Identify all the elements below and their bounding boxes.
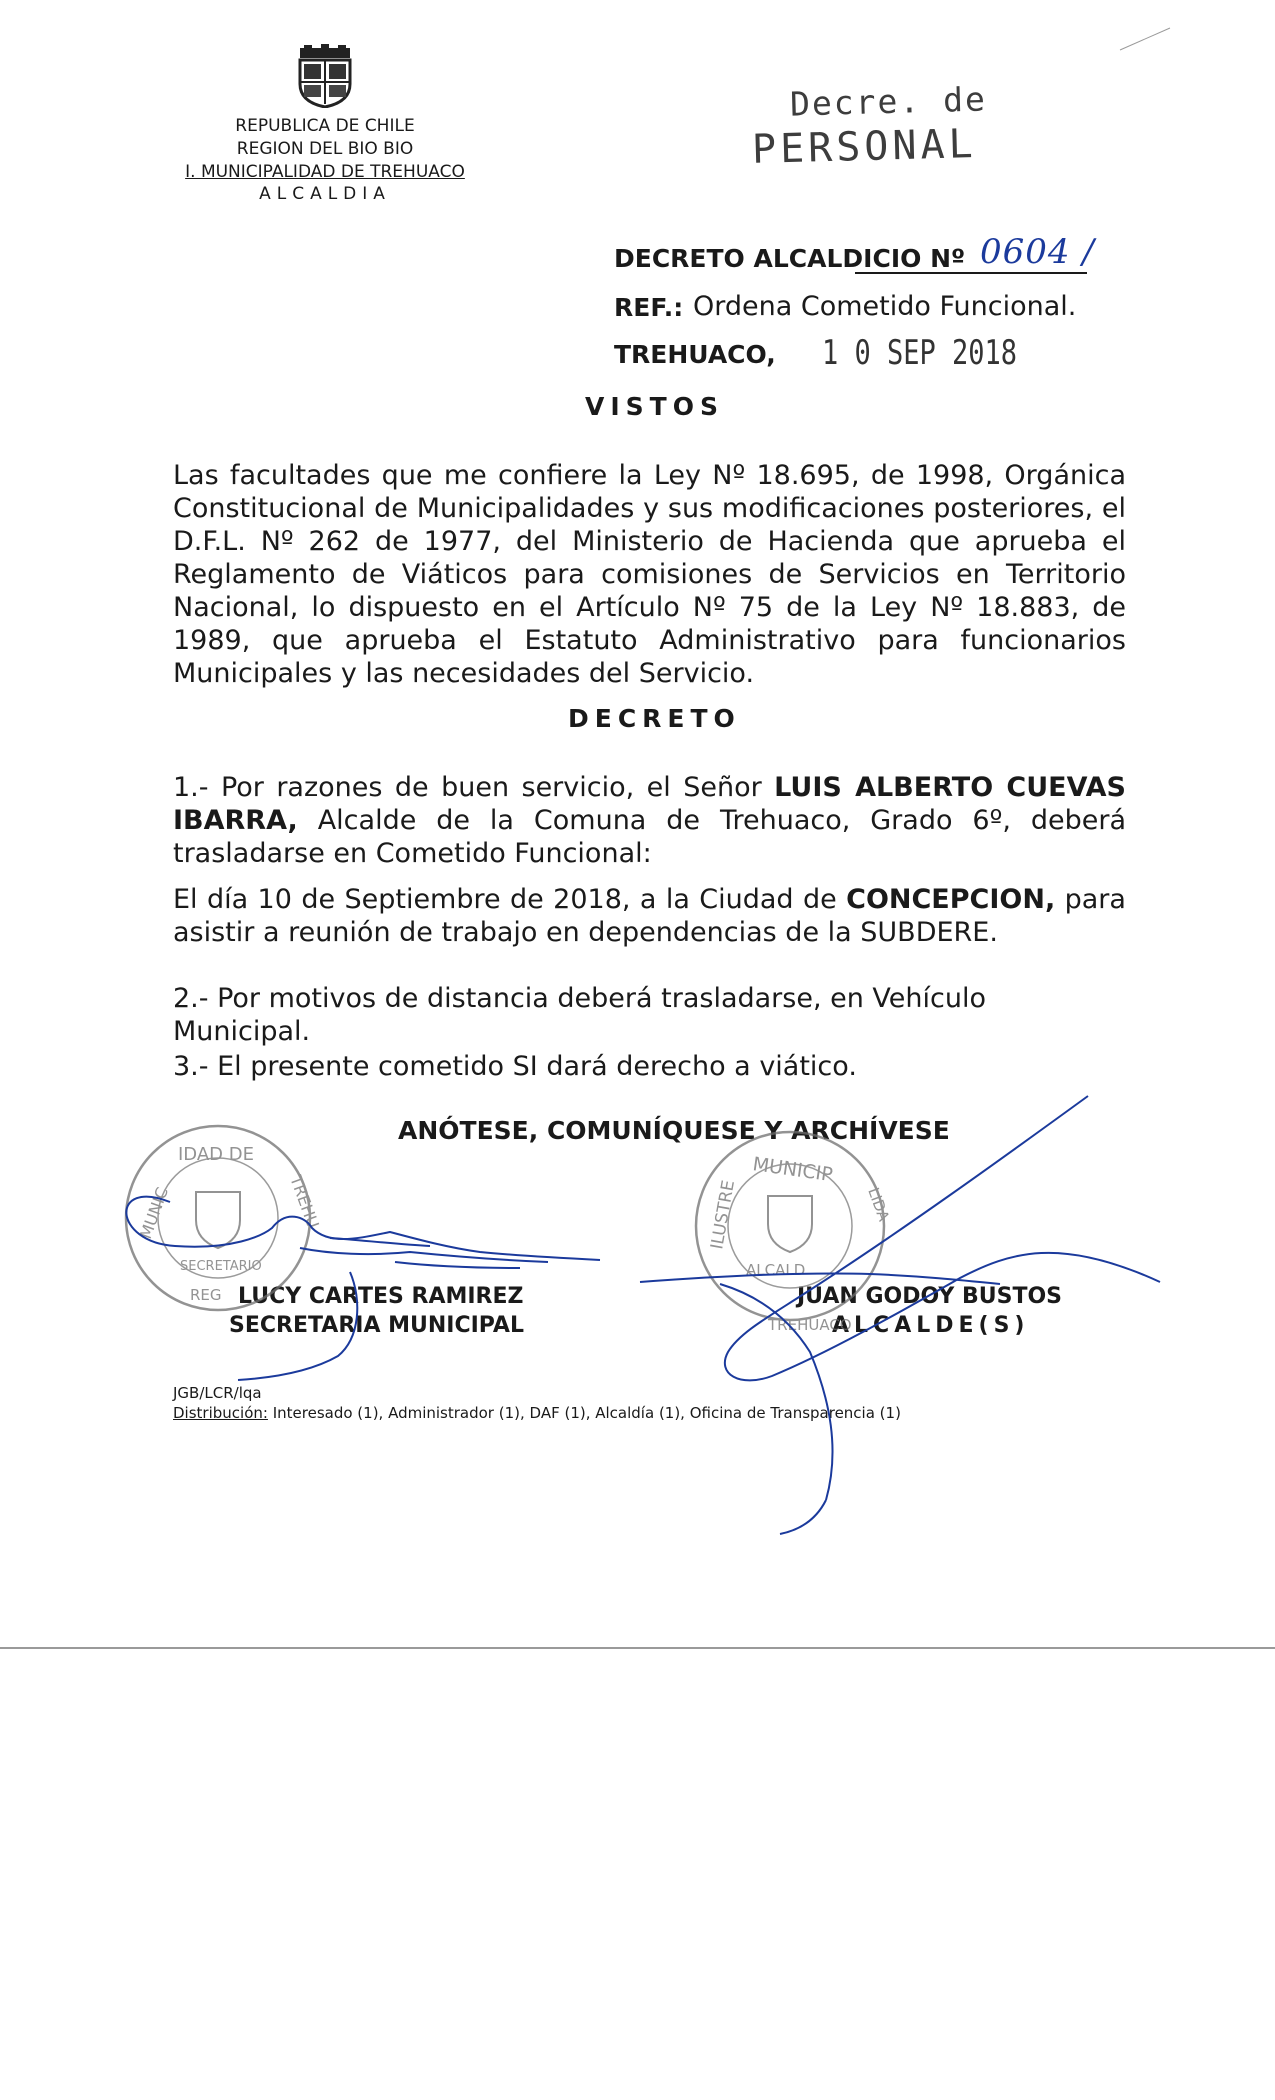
right-seal-top-text: MUNICIP bbox=[751, 1153, 835, 1187]
ref-label: REF.: bbox=[614, 293, 684, 322]
detail-city: CONCEPCION, bbox=[846, 884, 1056, 915]
date-stamp: 1 0 SEP 2018 bbox=[822, 334, 1018, 373]
item1-prefix: 1.- Por razones de buen servicio, el Señor bbox=[173, 772, 762, 803]
header-region: REGION DEL BIO BIO bbox=[236, 139, 414, 159]
distribution-label: Distribución: bbox=[173, 1404, 268, 1422]
distribution-text: Interesado (1), Administrador (1), DAF (1), Alcaldía (1), Oficina de Transparencia (1) bbox=[272, 1404, 901, 1422]
vistos-title: VISTOS bbox=[585, 392, 724, 421]
right-seal-right-text: LIDA bbox=[864, 1185, 893, 1224]
decree-number-value: 0604 / bbox=[980, 232, 1095, 272]
decreto-title: DECRETO bbox=[568, 704, 741, 733]
right-signatory-role: ALCALDE(S) bbox=[832, 1313, 1030, 1338]
detail-prefix: El día 10 de Septiembre de 2018, a la Ciudad de bbox=[173, 884, 837, 915]
decree-number-label: DECRETO ALCALDICIO Nº bbox=[614, 244, 966, 273]
corner-mark bbox=[1120, 28, 1170, 50]
right-signatory-name: JUAN GODOY BUSTOS bbox=[797, 1284, 1063, 1309]
left-seal-top-text: IDAD DE bbox=[178, 1144, 254, 1165]
left-seal-mid-text: SECRETARIO bbox=[180, 1259, 262, 1274]
right-seal-side-text: ILUSTRE bbox=[707, 1178, 740, 1251]
footer-initials: JGB/LCR/lqa bbox=[173, 1384, 262, 1402]
left-signatory-name: LUCY CARTES RAMIREZ bbox=[238, 1284, 524, 1309]
left-seal-side-text: MUNIC bbox=[135, 1184, 173, 1242]
decreto-detail bbox=[173, 883, 1126, 949]
stamp-personal-line: PERSONAL bbox=[751, 121, 978, 173]
place-label: TREHUACO, bbox=[614, 340, 776, 369]
left-seal-bottom-text: REG bbox=[190, 1286, 222, 1304]
decreto-item-1 bbox=[173, 771, 1126, 870]
decreto-item-2: 2.- Por motivos de distancia deberá trasladarse, en Vehículo Municipal. bbox=[173, 983, 987, 1047]
header-country: REPUBLICA DE CHILE bbox=[235, 116, 415, 136]
header-office: ALCALDIA bbox=[259, 184, 391, 204]
ref-text: Ordena Cometido Funcional. bbox=[693, 291, 1077, 322]
detail-suffix: para asistir a reunión de trabajo en dependencias de la SUBDERE. bbox=[173, 884, 1126, 948]
decree-number-underline bbox=[855, 272, 1087, 274]
item1-name: LUIS ALBERTO CUEVAS IBARRA, bbox=[173, 772, 1126, 836]
header-municipality: I. MUNICIPALIDAD DE TREHUACO bbox=[185, 162, 465, 182]
item1-suffix: Alcalde de la Comuna de Trehuaco, Grado 6º, deberá trasladarse en Cometido Funcional: bbox=[173, 805, 1126, 869]
left-municipal-seal bbox=[126, 1126, 323, 1310]
right-seal-bottom-text: TREHUACO bbox=[768, 1316, 852, 1334]
left-seal-right-text: TREHU bbox=[286, 1172, 323, 1231]
closing-formula: ANÓTESE, COMUNÍQUESE Y ARCHÍVESE bbox=[398, 1116, 950, 1145]
decreto-item-3: 3.- El presente cometido SI dará derecho a viático. bbox=[173, 1051, 857, 1082]
left-signatory-role: SECRETARIA MUNICIPAL bbox=[229, 1313, 524, 1338]
coat-of-arms-icon bbox=[292, 44, 358, 108]
vistos-paragraph: Las facultades que me confiere la Ley Nº 18.695, de 1998, Orgánica Constitucional de Municipalidades y sus modificaciones posteriores, el D.F.L. Nº 262 de 1977, del Ministerio de Hacienda que aprueba el Reglamento de Viáticos para comisiones de Servicios en Territorio Nacional, lo dispuesto en el Artículo Nº 75 de la Ley Nº 18.883, de 1989, que aprueba el Estatuto Administrativo para funcionarios Municipales y las necesidades del Servicio. bbox=[173, 460, 1126, 689]
footer-distribution bbox=[173, 1404, 901, 1422]
stamp-decre-line: Decre. de bbox=[789, 79, 988, 124]
right-seal-mid-text: ALCALD bbox=[746, 1261, 806, 1279]
